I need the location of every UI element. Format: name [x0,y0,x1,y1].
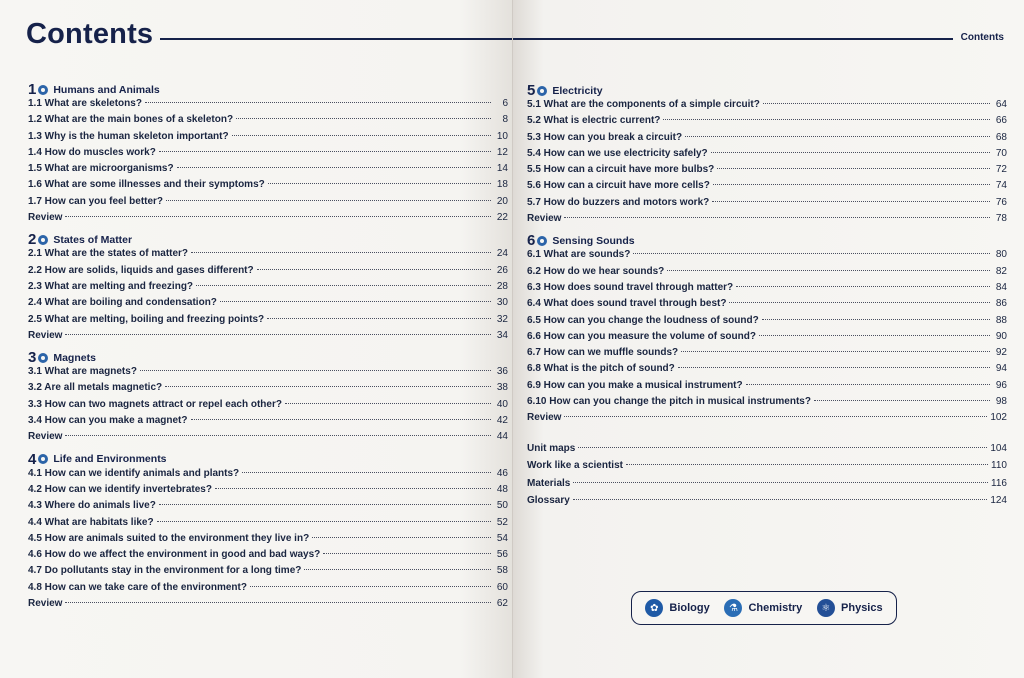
legend-label: Physics [841,602,883,614]
entry-title: 6.2 How do we hear sounds? [527,265,665,277]
unit-1 [28,81,508,228]
dot-leader [267,318,491,319]
physics-icon: ⚛ [817,599,835,617]
unit-number: 5 [527,82,536,99]
dot-leader [312,537,491,538]
toc-entry[interactable] [28,98,508,114]
dot-leader [323,553,491,554]
unit-name: Life and Environments [53,453,167,466]
entry-page: 84 [995,281,1007,293]
toc-entry[interactable] [527,115,1007,131]
entry-page: 44 [496,431,508,443]
entry-page: 102 [990,412,1007,424]
entry-page: 64 [995,99,1007,110]
entry-title: 2.2 How are solids, liquids and gases different? [28,264,254,276]
dot-leader [65,602,491,603]
dot-leader [236,118,491,119]
entry-title: 3.3 How can two magnets attract or repel each other? [28,398,282,410]
toc-entry[interactable] [28,196,508,212]
dot-leader [215,488,491,489]
dot-leader [681,351,990,352]
entry-page: 74 [995,180,1007,192]
dot-leader [736,286,990,287]
entry-title: 5.1 What are the components of a simple circuit? [527,99,760,110]
entry-title: 3.2 Are all metals magnetic? [28,382,163,394]
dot-leader [759,335,990,336]
entry-title: 2.3 What are melting and freezing? [28,280,194,292]
dot-leader [165,386,491,387]
unit-heading[interactable] [28,451,508,468]
entry-title: 4.6 How do we affect the environment in good and bad ways? [28,549,321,561]
toc-entry[interactable] [28,415,508,431]
toc-entry[interactable] [527,331,1007,347]
unit-3 [28,349,508,447]
dot-leader [663,119,990,120]
entry-page: 24 [496,248,508,260]
entry-title: 3.1 What are magnets? [28,366,137,378]
dot-leader [250,586,491,587]
title-rule [160,38,512,40]
toc-entry[interactable] [527,266,1007,282]
toc-entry[interactable] [527,396,1007,412]
entry-title: Review [28,598,63,610]
entry-title: 6.1 What are sounds? [527,249,631,261]
entry-page: 40 [496,398,508,410]
entry-page: 96 [995,379,1007,391]
toc-entry[interactable] [28,468,508,484]
dot-leader [242,472,491,473]
toc-entry[interactable] [527,148,1007,164]
entry-page: 50 [496,500,508,512]
back-matter [527,443,1007,513]
toc-entry[interactable] [28,314,508,330]
dot-leader [65,216,491,217]
entry-page: 28 [496,280,508,292]
dot-leader [685,136,990,137]
dot-leader [140,370,491,371]
dot-leader [166,200,491,201]
entry-page: 36 [496,366,508,378]
entry-title: 6.7 How can we muffle sounds? [527,347,679,359]
toc-entry[interactable] [28,366,508,382]
entry-page: 54 [496,532,508,544]
entry-page: 124 [990,495,1007,507]
entry-page: 14 [496,163,508,175]
entry-title: 3.4 How can you make a magnet? [28,415,188,427]
dot-leader [145,102,491,103]
dot-leader [626,464,988,465]
unit-4 [28,451,508,615]
toc-entry[interactable] [28,565,508,581]
entry-page: 98 [995,396,1007,408]
entry-page: 12 [496,146,508,158]
dot-leader [729,302,990,303]
dot-leader [65,334,491,335]
entry-title: 5.3 How can you break a circuit? [527,131,683,143]
unit-heading[interactable] [527,82,1007,99]
dot-leader [257,269,491,270]
entry-title: 6.4 What does sound travel through best? [527,298,727,310]
toc-entry[interactable] [28,382,508,398]
entry-title: Review [28,431,63,443]
entry-title: 6.3 How does sound travel through matter? [527,281,734,293]
entry-page: 70 [995,147,1007,159]
entry-page: 82 [995,265,1007,277]
entry-title: 6.6 How can you measure the volume of sound? [527,330,756,342]
entry-title: 1.4 How do muscles work? [28,146,156,158]
dot-leader [65,435,491,436]
toc-entry[interactable] [527,249,1007,265]
toc-entry[interactable] [527,363,1007,379]
entry-page: 62 [496,598,508,610]
toc-entry[interactable] [527,99,1007,115]
dot-leader [177,167,491,168]
legend-label: Chemistry [748,602,803,614]
physics-icon [537,86,547,96]
toc-entry-review[interactable] [28,431,508,447]
toc-entry[interactable] [527,347,1007,363]
toc-entry[interactable] [28,147,508,163]
entry-page: 18 [496,179,508,191]
entry-title: 4.5 How are animals suited to the environment they live in? [28,532,310,544]
unit-heading[interactable] [28,81,508,98]
toc-entry[interactable] [527,315,1007,331]
entry-page: 26 [496,264,508,276]
physics-icon [537,236,547,246]
dot-leader [232,135,491,136]
entry-title: 2.4 What are boiling and condensation? [28,297,217,309]
entry-page: 52 [496,516,508,528]
dot-leader [268,183,491,184]
toc-entry[interactable] [527,132,1007,148]
entry-title: Review [28,212,63,224]
dot-leader [191,252,491,253]
entry-title: 6.5 How can you change the loudness of sound? [527,314,759,326]
legend-physics [817,599,883,617]
unit-heading[interactable] [28,231,508,248]
unit-name: Sensing Sounds [552,234,635,247]
entry-title: 1.2 What are the main bones of a skeleton? [28,114,234,126]
entry-title: 2.5 What are melting, boiling and freezing points? [28,313,265,325]
dot-leader [159,504,491,505]
toc-entry-review[interactable] [527,412,1007,428]
chemistry-icon: ⚗ [724,599,742,617]
toc-entry-work-like-a-scientist[interactable] [527,460,1007,478]
entry-title: 5.7 How do buzzers and motors work? [527,196,710,208]
unit-5 [527,82,1007,229]
entry-page: 104 [990,442,1007,454]
dot-leader [196,285,491,286]
toc-entry[interactable] [28,399,508,415]
entry-title: 1.6 What are some illnesses and their symptoms? [28,179,265,191]
toc-entry[interactable] [28,179,508,195]
right-page [513,0,1024,678]
entry-page: 94 [995,363,1007,375]
biology-icon [38,85,48,95]
entry-title: 2.1 What are the states of matter? [28,248,189,260]
entry-title: 4.2 How can we identify invertebrates? [28,483,212,495]
dot-leader [578,447,987,448]
unit-name: States of Matter [53,233,133,246]
entry-title: 4.7 Do pollutants stay in the environment for a long time? [28,565,302,577]
toc-entry-review[interactable] [527,213,1007,229]
entry-page: 110 [991,460,1007,472]
entry-page: 10 [496,130,508,142]
unit-number: 1 [28,81,37,98]
entry-page: 92 [995,347,1007,359]
entry-title: 1.5 What are microorganisms? [28,163,174,175]
entry-page: 46 [496,467,508,479]
dot-leader [678,367,990,368]
entry-page: 88 [995,314,1007,326]
toc-entry-review[interactable] [28,598,508,614]
dot-leader [564,217,990,218]
entry-page: 90 [995,330,1007,342]
unit-number: 2 [28,231,37,249]
entry-title: Review [527,412,562,424]
toc-entry[interactable] [28,281,508,297]
entry-page: 20 [496,195,508,207]
entry-title: Glossary [527,495,570,507]
legend-chemistry [724,599,802,617]
dot-leader [573,482,988,483]
dot-leader [763,103,990,104]
entry-page: 60 [496,581,508,593]
entry-page: 86 [995,298,1007,310]
entry-page: 6 [502,98,508,109]
entry-page: 80 [995,249,1007,261]
entry-page: 32 [496,313,508,325]
unit-name: Magnets [53,351,96,364]
dot-leader [814,400,990,401]
toc-entry[interactable] [28,265,508,281]
entry-page: 66 [995,115,1007,127]
entry-title: Review [28,329,63,341]
toc-entry[interactable] [28,248,508,264]
entry-title: 6.10 How can you change the pitch in musical instruments? [527,396,811,408]
entry-title: Materials [527,477,571,489]
dot-leader [191,419,492,420]
title-rule [513,38,953,40]
toc-entry-review[interactable] [28,330,508,346]
toc-entry[interactable] [527,180,1007,196]
dot-leader [285,403,491,404]
toc-entry[interactable] [28,484,508,500]
entry-title: 5.4 How can we use electricity safely? [527,147,708,159]
entry-page: 34 [496,329,508,341]
toc-entry-glossary[interactable] [527,495,1007,513]
toc-entry[interactable] [28,297,508,313]
entry-page: 48 [496,483,508,495]
toc-left-column [28,78,508,616]
toc-entry[interactable] [527,164,1007,180]
biology-icon: ✿ [645,599,663,617]
entry-title: 1.7 How can you feel better? [28,195,164,207]
toc-entry[interactable] [28,163,508,179]
dot-leader [633,253,990,254]
toc-entry-unit-maps[interactable] [527,443,1007,461]
entry-title: 1.1 What are skeletons? [28,98,142,109]
toc-entry[interactable] [28,533,508,549]
entry-page: 58 [496,565,508,577]
toc-right-column [527,79,1007,513]
unit-number: 3 [28,349,37,367]
legend-biology [645,599,709,617]
entry-page: 116 [991,477,1007,489]
toc-entry[interactable] [28,114,508,130]
dot-leader [304,569,491,570]
page-title: Contents [26,18,154,50]
toc-entry[interactable] [28,500,508,516]
entry-title: Work like a scientist [527,460,623,472]
entry-title: 5.2 What is electric current? [527,115,661,127]
entry-title: 4.8 How can we take care of the environment? [28,581,247,593]
entry-title: 4.4 What are habitats like? [28,516,154,528]
entry-title: 6.8 What is the pitch of sound? [527,363,675,375]
toc-entry[interactable] [28,549,508,565]
entry-title: 4.1 How can we identify animals and plants? [28,467,240,479]
entry-title: Unit maps [527,442,576,454]
entry-page: 68 [995,131,1007,143]
entry-page: 78 [995,213,1007,225]
dot-leader [564,416,987,417]
unit-6 [527,232,1007,428]
dot-leader [667,270,990,271]
toc-entry[interactable] [527,298,1007,314]
entry-page: 30 [496,297,508,309]
dot-leader [711,152,990,153]
subject-legend [631,591,897,625]
entry-page: 8 [502,114,508,126]
unit-number: 6 [527,232,536,250]
entry-title: 5.5 How can a circuit have more bulbs? [527,164,715,176]
entry-page: 76 [995,196,1007,208]
dot-leader [573,499,988,500]
dot-leader [762,319,990,320]
entry-page: 42 [496,415,508,427]
entry-page: 38 [496,382,508,394]
entry-title: 1.3 Why is the human skeleton important? [28,130,229,142]
toc-entry[interactable] [527,380,1007,396]
toc-entry[interactable] [28,582,508,598]
dot-leader [220,301,491,302]
toc-entry[interactable] [28,517,508,533]
toc-entry-review[interactable] [28,212,508,228]
unit-2 [28,231,508,346]
dot-leader [717,168,990,169]
biology-icon [38,454,48,464]
entry-page: 22 [496,212,508,224]
dot-leader [713,184,990,185]
unit-number: 4 [28,450,37,468]
unit-heading[interactable] [28,349,508,366]
toc-entry[interactable] [28,131,508,147]
unit-name: Humans and Animals [53,83,160,96]
entry-title: 6.9 How can you make a musical instrument? [527,379,743,391]
unit-heading[interactable] [527,232,1007,249]
dot-leader [159,151,491,152]
chemistry-icon [38,235,48,245]
entry-page: 72 [995,164,1007,176]
entry-page: 56 [496,549,508,561]
entry-title: 5.6 How can a circuit have more cells? [527,180,710,192]
physics-icon [38,353,48,363]
unit-name: Electricity [552,84,603,97]
dot-leader [712,201,990,202]
dot-leader [746,384,990,385]
entry-title: Review [527,213,562,225]
toc-entry-materials[interactable] [527,478,1007,496]
toc-entry[interactable] [527,282,1007,298]
entry-title: 4.3 Where do animals live? [28,500,156,512]
dot-leader [157,521,491,522]
legend-label: Biology [669,602,710,614]
running-header: Contents [960,32,1004,43]
toc-entry[interactable] [527,197,1007,213]
